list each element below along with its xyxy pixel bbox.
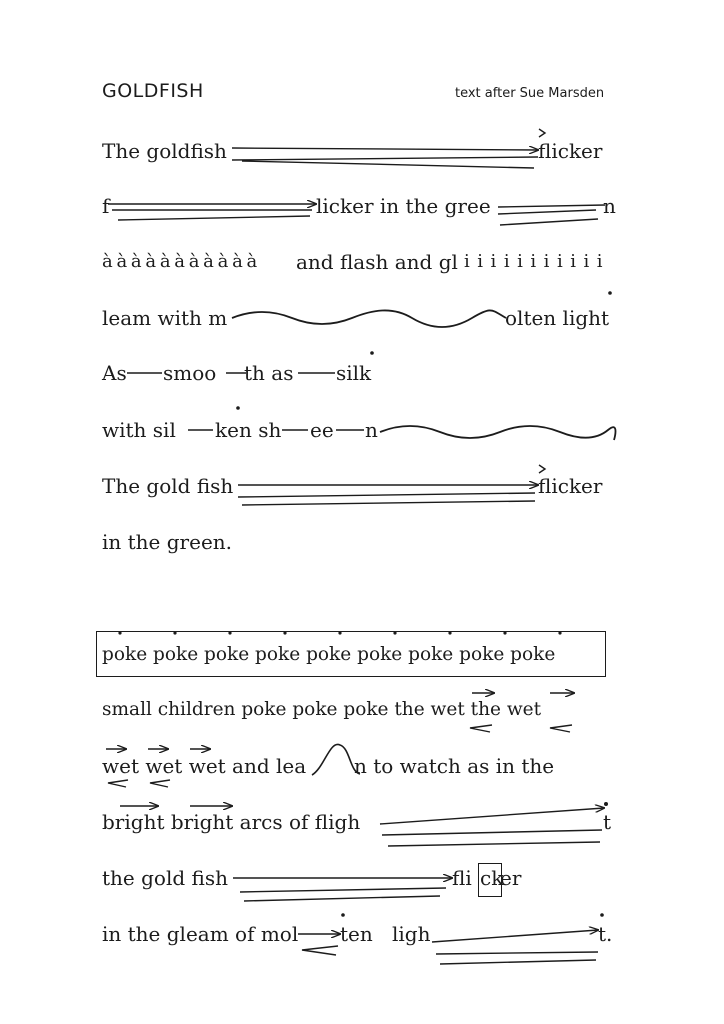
text: n to watch as in the [354,754,555,778]
text: à à à à à à à à à à à [102,251,257,272]
text: in the gleam of mol [102,922,299,946]
text: er [500,866,522,890]
text: flicker [538,474,603,498]
text: and flash and gl [296,250,458,274]
text: licker in the gree [316,194,491,218]
text: The goldfish [102,139,227,163]
poem-credit: text after Sue Marsden [455,86,605,101]
text: n [365,418,378,442]
text: poke poke poke poke poke poke poke poke poke [102,644,556,665]
text: with sil [102,418,176,442]
text: n [603,194,616,218]
text: As [102,361,127,385]
text: smoo [163,361,217,385]
text: the gold fish [102,866,228,890]
text: silk [336,361,372,385]
text: i i i i i i i i i i i [464,251,604,272]
text: small children poke poke poke the wet the wet [102,699,542,720]
text: The gold fish [102,474,234,498]
text: f [102,194,110,218]
text: bright bright arcs of fligh [102,810,361,834]
text: in the green. [102,530,233,554]
text: ligh [392,922,431,946]
text: ken sh [215,418,282,442]
text: ten [340,922,373,946]
text: th as [244,361,294,385]
text: leam with m [102,306,228,330]
text: flicker [538,139,603,163]
text: fli [452,866,472,890]
text: t. [598,922,613,946]
text: wet wet wet and lea [102,754,307,778]
poem-title: GOLDFISH [102,80,204,102]
text: ee [310,418,334,442]
text: olten light [505,306,610,330]
text: ck [480,866,504,890]
text: t [603,810,612,834]
